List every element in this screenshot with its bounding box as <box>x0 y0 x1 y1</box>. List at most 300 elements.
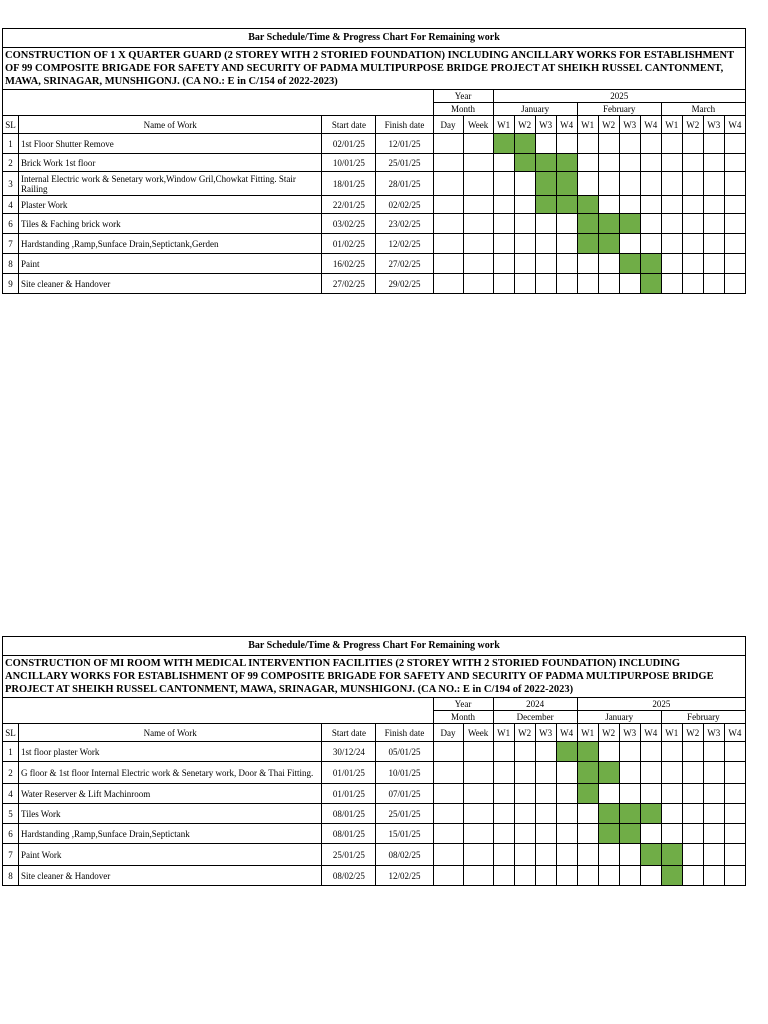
week-column-header: W4 <box>556 724 577 742</box>
gantt-bar-cell <box>535 154 556 172</box>
task-finish-date: 05/01/25 <box>376 742 433 762</box>
sl-header: SL <box>3 724 19 742</box>
task-sl: 6 <box>3 824 19 844</box>
gantt-empty-cell <box>682 784 703 804</box>
task-finish-date: 23/02/25 <box>376 214 433 234</box>
gantt-empty-cell <box>535 762 556 784</box>
gantt-empty-cell <box>682 762 703 784</box>
schedule-mi-room <box>2 636 746 886</box>
gantt-empty-cell <box>682 866 703 886</box>
gantt-empty-cell <box>619 154 640 172</box>
gantt-empty-cell <box>661 154 682 172</box>
task-name: G floor & 1st floor Internal Electric work & Senetary work, Door & Thai Fitting. <box>19 762 322 784</box>
gantt-empty-cell <box>682 234 703 254</box>
task-start-date: 08/01/25 <box>322 824 376 844</box>
gantt-empty-cell <box>598 274 619 294</box>
task-week <box>463 844 493 866</box>
year-header: 2025 <box>577 698 745 711</box>
task-start-date: 02/01/25 <box>322 134 376 154</box>
gantt-empty-cell <box>661 804 682 824</box>
gantt-empty-cell <box>703 274 724 294</box>
gantt-bar-cell <box>577 214 598 234</box>
gantt-empty-cell <box>493 196 514 214</box>
task-finish-date: 12/02/25 <box>376 866 433 886</box>
gantt-empty-cell <box>724 214 745 234</box>
gantt-empty-cell <box>703 866 724 886</box>
gantt-empty-cell <box>640 762 661 784</box>
gantt-empty-cell <box>682 274 703 294</box>
task-start-date: 08/01/25 <box>322 804 376 824</box>
gantt-empty-cell <box>682 196 703 214</box>
gantt-empty-cell <box>577 154 598 172</box>
task-row <box>3 784 746 804</box>
gantt-empty-cell <box>556 804 577 824</box>
gantt-empty-cell <box>514 824 535 844</box>
gantt-bar-cell <box>640 254 661 274</box>
gantt-bar-cell <box>640 804 661 824</box>
gantt-empty-cell <box>598 784 619 804</box>
gantt-empty-cell <box>598 172 619 196</box>
gantt-empty-cell <box>493 214 514 234</box>
gantt-empty-cell <box>493 172 514 196</box>
task-sl: 6 <box>3 214 19 234</box>
gantt-empty-cell <box>577 172 598 196</box>
task-name: Paint <box>19 254 322 274</box>
gantt-empty-cell <box>619 762 640 784</box>
task-day <box>433 234 463 254</box>
gantt-empty-cell <box>640 784 661 804</box>
task-row <box>3 274 746 294</box>
gantt-bar-cell <box>598 214 619 234</box>
gantt-empty-cell <box>724 154 745 172</box>
gantt-empty-cell <box>598 196 619 214</box>
task-day <box>433 134 463 154</box>
task-start-date: 18/01/25 <box>322 172 376 196</box>
gantt-empty-cell <box>682 172 703 196</box>
gantt-empty-cell <box>556 134 577 154</box>
gantt-empty-cell <box>619 844 640 866</box>
gantt-empty-cell <box>577 134 598 154</box>
gantt-empty-cell <box>493 274 514 294</box>
year-header: 2024 <box>493 698 577 711</box>
gantt-empty-cell <box>556 866 577 886</box>
gantt-empty-cell <box>514 844 535 866</box>
task-finish-date: 25/01/25 <box>376 804 433 824</box>
gantt-bar-cell <box>514 134 535 154</box>
week-column-header: W3 <box>535 724 556 742</box>
task-row <box>3 254 746 274</box>
task-day <box>433 742 463 762</box>
name-of-work-header: Name of Work <box>19 724 322 742</box>
month-header: January <box>577 711 661 724</box>
task-week <box>463 274 493 294</box>
gantt-empty-cell <box>514 866 535 886</box>
task-finish-date: 28/01/25 <box>376 172 433 196</box>
week-column-header: W1 <box>493 724 514 742</box>
month-header: December <box>493 711 577 724</box>
task-finish-date: 02/02/25 <box>376 196 433 214</box>
task-day <box>433 196 463 214</box>
gantt-empty-cell <box>556 234 577 254</box>
gantt-empty-cell <box>703 234 724 254</box>
gantt-empty-cell <box>682 154 703 172</box>
sl-header: SL <box>3 116 19 134</box>
task-sl: 1 <box>3 742 19 762</box>
gantt-empty-cell <box>556 254 577 274</box>
task-week <box>463 804 493 824</box>
task-name: 1st Floor Shutter Remove <box>19 134 322 154</box>
schedule-quarter-guard <box>2 28 746 294</box>
week-column-header: W4 <box>640 116 661 134</box>
task-day <box>433 804 463 824</box>
gantt-empty-cell <box>724 762 745 784</box>
gantt-empty-cell <box>661 172 682 196</box>
task-sl: 7 <box>3 234 19 254</box>
gantt-empty-cell <box>682 742 703 762</box>
year-row <box>3 698 746 711</box>
gantt-empty-cell <box>535 274 556 294</box>
task-start-date: 01/01/25 <box>322 784 376 804</box>
gantt-empty-cell <box>493 844 514 866</box>
gantt-empty-cell <box>535 742 556 762</box>
task-sl: 1 <box>3 134 19 154</box>
gantt-empty-cell <box>535 234 556 254</box>
gantt-empty-cell <box>535 804 556 824</box>
schedule-title: Bar Schedule/Time & Progress Chart For Remaining work <box>3 29 746 48</box>
project-description: CONSTRUCTION OF MI ROOM WITH MEDICAL INTERVENTION FACILITIES (2 STOREY WITH 2 STORIED FOUNDATION) INCLUDING ANCILLARY WORKS FOR ESTABLISHMENT OF 99 COMPOSITE BRIGADE FOR SAFETY AND SECURITY OF PADMA MULTIPURPOSE BRIDGE PROJECT AT SHEIKH RUSSEL CANTONMENT, MAWA, SRINAGAR, MUNSHIGONJ. (CA NO.: E in C/194 of 2022-2023) <box>3 656 746 698</box>
gantt-bar-cell <box>535 172 556 196</box>
year-header: 2025 <box>493 90 745 103</box>
gantt-empty-cell <box>661 234 682 254</box>
gantt-bar-cell <box>619 804 640 824</box>
week-column-header: W1 <box>577 724 598 742</box>
schedule-table <box>2 636 746 886</box>
task-sl: 2 <box>3 762 19 784</box>
gantt-empty-cell <box>640 234 661 254</box>
gantt-empty-cell <box>598 254 619 274</box>
gantt-empty-cell <box>619 274 640 294</box>
task-start-date: 22/01/25 <box>322 196 376 214</box>
gantt-empty-cell <box>577 254 598 274</box>
gantt-empty-cell <box>493 762 514 784</box>
week-column-header: W2 <box>598 724 619 742</box>
task-name: Hardstanding ,Ramp,Sunface Drain,Septictank,Gerden <box>19 234 322 254</box>
week-column-header: W1 <box>577 116 598 134</box>
gantt-empty-cell <box>661 214 682 234</box>
year-label: Year <box>433 698 493 711</box>
task-row <box>3 742 746 762</box>
task-finish-date: 07/01/25 <box>376 784 433 804</box>
task-row <box>3 804 746 824</box>
gantt-empty-cell <box>493 742 514 762</box>
gantt-bar-cell <box>619 824 640 844</box>
gantt-empty-cell <box>724 804 745 824</box>
task-week <box>463 824 493 844</box>
week-column-header: W3 <box>703 116 724 134</box>
gantt-bar-cell <box>598 234 619 254</box>
gantt-empty-cell <box>703 196 724 214</box>
name-of-work-header: Name of Work <box>19 116 322 134</box>
task-name: Site cleaner & Handover <box>19 866 322 886</box>
gantt-empty-cell <box>514 214 535 234</box>
task-day <box>433 214 463 234</box>
gantt-bar-cell <box>577 784 598 804</box>
gantt-empty-cell <box>724 824 745 844</box>
description-row <box>3 48 746 90</box>
gantt-empty-cell <box>535 134 556 154</box>
task-finish-date: 12/02/25 <box>376 234 433 254</box>
gantt-empty-cell <box>724 134 745 154</box>
gantt-empty-cell <box>493 866 514 886</box>
blank-header <box>3 698 434 724</box>
gantt-empty-cell <box>619 134 640 154</box>
year-label: Year <box>433 90 493 103</box>
gantt-empty-cell <box>535 824 556 844</box>
task-name: Tiles & Faching brick work <box>19 214 322 234</box>
task-week <box>463 742 493 762</box>
description-row <box>3 656 746 698</box>
gantt-empty-cell <box>514 234 535 254</box>
gantt-empty-cell <box>640 134 661 154</box>
gantt-empty-cell <box>640 866 661 886</box>
gantt-bar-cell <box>598 762 619 784</box>
start-date-header: Start date <box>322 116 376 134</box>
task-finish-date: 10/01/25 <box>376 762 433 784</box>
week-column-header: W3 <box>535 116 556 134</box>
task-row <box>3 844 746 866</box>
week-column-header: W1 <box>661 724 682 742</box>
column-header-row <box>3 724 746 742</box>
task-week <box>463 234 493 254</box>
task-start-date: 25/01/25 <box>322 844 376 866</box>
gantt-empty-cell <box>682 214 703 234</box>
task-sl: 5 <box>3 804 19 824</box>
gantt-empty-cell <box>619 196 640 214</box>
task-finish-date: 12/01/25 <box>376 134 433 154</box>
task-sl: 9 <box>3 274 19 294</box>
week-column-header: W2 <box>682 116 703 134</box>
gantt-empty-cell <box>703 254 724 274</box>
gantt-empty-cell <box>514 804 535 824</box>
gantt-empty-cell <box>724 274 745 294</box>
gantt-empty-cell <box>598 866 619 886</box>
task-finish-date: 25/01/25 <box>376 154 433 172</box>
gantt-empty-cell <box>724 254 745 274</box>
gantt-empty-cell <box>619 234 640 254</box>
column-header-row <box>3 116 746 134</box>
task-row <box>3 234 746 254</box>
task-sl: 4 <box>3 784 19 804</box>
gantt-bar-cell <box>514 154 535 172</box>
gantt-empty-cell <box>661 762 682 784</box>
month-header: January <box>493 103 577 116</box>
task-finish-date: 27/02/25 <box>376 254 433 274</box>
month-label: Month <box>433 103 493 116</box>
gantt-empty-cell <box>703 824 724 844</box>
gantt-empty-cell <box>514 196 535 214</box>
gantt-empty-cell <box>556 214 577 234</box>
blank-header <box>3 90 434 116</box>
gantt-bar-cell <box>640 274 661 294</box>
gantt-empty-cell <box>661 742 682 762</box>
gantt-bar-cell <box>556 172 577 196</box>
gantt-empty-cell <box>724 234 745 254</box>
gantt-empty-cell <box>514 742 535 762</box>
week-header: Week <box>463 724 493 742</box>
gantt-empty-cell <box>640 154 661 172</box>
task-day <box>433 154 463 172</box>
gantt-empty-cell <box>682 804 703 824</box>
task-name: Tiles Work <box>19 804 322 824</box>
task-week <box>463 134 493 154</box>
task-start-date: 08/02/25 <box>322 866 376 886</box>
task-sl: 3 <box>3 172 19 196</box>
task-week <box>463 784 493 804</box>
gantt-empty-cell <box>535 254 556 274</box>
gantt-empty-cell <box>619 742 640 762</box>
finish-date-header: Finish date <box>376 116 433 134</box>
gantt-bar-cell <box>619 254 640 274</box>
gantt-empty-cell <box>661 134 682 154</box>
gantt-bar-cell <box>577 234 598 254</box>
task-week <box>463 154 493 172</box>
gantt-empty-cell <box>640 214 661 234</box>
week-column-header: W2 <box>514 116 535 134</box>
gantt-empty-cell <box>724 866 745 886</box>
gantt-empty-cell <box>598 742 619 762</box>
gantt-bar-cell <box>598 804 619 824</box>
gantt-bar-cell <box>661 844 682 866</box>
gantt-bar-cell <box>556 154 577 172</box>
gantt-bar-cell <box>640 844 661 866</box>
task-day <box>433 866 463 886</box>
gantt-empty-cell <box>493 824 514 844</box>
task-finish-date: 08/02/25 <box>376 844 433 866</box>
gantt-empty-cell <box>703 214 724 234</box>
task-row <box>3 196 746 214</box>
gantt-empty-cell <box>577 274 598 294</box>
gantt-empty-cell <box>514 172 535 196</box>
task-name: Site cleaner & Handover <box>19 274 322 294</box>
task-start-date: 16/02/25 <box>322 254 376 274</box>
title-row <box>3 637 746 656</box>
title-row <box>3 29 746 48</box>
task-finish-date: 15/01/25 <box>376 824 433 844</box>
gantt-bar-cell <box>598 824 619 844</box>
gantt-empty-cell <box>493 804 514 824</box>
gantt-bar-cell <box>661 866 682 886</box>
task-week <box>463 762 493 784</box>
gantt-empty-cell <box>640 824 661 844</box>
week-column-header: W4 <box>724 724 745 742</box>
gantt-empty-cell <box>619 784 640 804</box>
gantt-empty-cell <box>682 134 703 154</box>
task-name: Paint Work <box>19 844 322 866</box>
gantt-empty-cell <box>661 784 682 804</box>
gantt-bar-cell <box>577 742 598 762</box>
gantt-empty-cell <box>619 172 640 196</box>
gantt-empty-cell <box>724 172 745 196</box>
gantt-empty-cell <box>577 844 598 866</box>
week-column-header: W2 <box>598 116 619 134</box>
gantt-empty-cell <box>661 824 682 844</box>
task-row <box>3 214 746 234</box>
task-name: Brick Work 1st floor <box>19 154 322 172</box>
month-header: February <box>661 711 745 724</box>
gantt-empty-cell <box>703 742 724 762</box>
gantt-empty-cell <box>535 784 556 804</box>
gantt-empty-cell <box>514 762 535 784</box>
gantt-empty-cell <box>682 254 703 274</box>
gantt-empty-cell <box>703 804 724 824</box>
gantt-empty-cell <box>703 784 724 804</box>
gantt-empty-cell <box>556 844 577 866</box>
day-header: Day <box>433 724 463 742</box>
gantt-empty-cell <box>703 844 724 866</box>
gantt-empty-cell <box>661 196 682 214</box>
task-day <box>433 784 463 804</box>
gantt-empty-cell <box>535 214 556 234</box>
month-header: February <box>577 103 661 116</box>
start-date-header: Start date <box>322 724 376 742</box>
week-column-header: W2 <box>514 724 535 742</box>
task-sl: 2 <box>3 154 19 172</box>
gantt-empty-cell <box>514 254 535 274</box>
gantt-empty-cell <box>493 784 514 804</box>
gantt-empty-cell <box>535 866 556 886</box>
week-column-header: W3 <box>619 724 640 742</box>
task-day <box>433 824 463 844</box>
task-week <box>463 196 493 214</box>
month-header: March <box>661 103 745 116</box>
task-start-date: 03/02/25 <box>322 214 376 234</box>
gantt-empty-cell <box>493 234 514 254</box>
task-week <box>463 866 493 886</box>
gantt-empty-cell <box>514 784 535 804</box>
gantt-empty-cell <box>724 844 745 866</box>
gantt-bar-cell <box>556 196 577 214</box>
gantt-empty-cell <box>640 196 661 214</box>
gantt-bar-cell <box>577 196 598 214</box>
task-day <box>433 762 463 784</box>
gantt-empty-cell <box>619 866 640 886</box>
task-row <box>3 154 746 172</box>
day-header: Day <box>433 116 463 134</box>
gantt-empty-cell <box>640 742 661 762</box>
week-column-header: W4 <box>556 116 577 134</box>
gantt-empty-cell <box>556 762 577 784</box>
task-day <box>433 844 463 866</box>
gantt-empty-cell <box>703 172 724 196</box>
gantt-empty-cell <box>493 254 514 274</box>
week-header: Week <box>463 116 493 134</box>
project-description: CONSTRUCTION OF 1 X QUARTER GUARD (2 STOREY WITH 2 STORIED FOUNDATION) INCLUDING ANCILLARY WORKS FOR ESTABLISHMENT OF 99 COMPOSITE BRIGADE FOR SAFETY AND SECURITY OF PADMA MULTIPURPOSE BRIDGE PROJECT AT SHEIKH RUSSEL CANTONMENT, MAWA, SRINAGAR, MUNSHIGONJ. (CA NO.: E in C/154 of 2022-2023) <box>3 48 746 90</box>
task-day <box>433 274 463 294</box>
task-row <box>3 134 746 154</box>
week-column-header: W1 <box>493 116 514 134</box>
task-row <box>3 824 746 844</box>
gantt-empty-cell <box>703 154 724 172</box>
task-row <box>3 172 746 196</box>
task-name: Plaster Work <box>19 196 322 214</box>
task-start-date: 01/02/25 <box>322 234 376 254</box>
gantt-empty-cell <box>598 844 619 866</box>
task-sl: 8 <box>3 254 19 274</box>
week-column-header: W1 <box>661 116 682 134</box>
gantt-empty-cell <box>703 762 724 784</box>
task-day <box>433 254 463 274</box>
gantt-empty-cell <box>640 172 661 196</box>
